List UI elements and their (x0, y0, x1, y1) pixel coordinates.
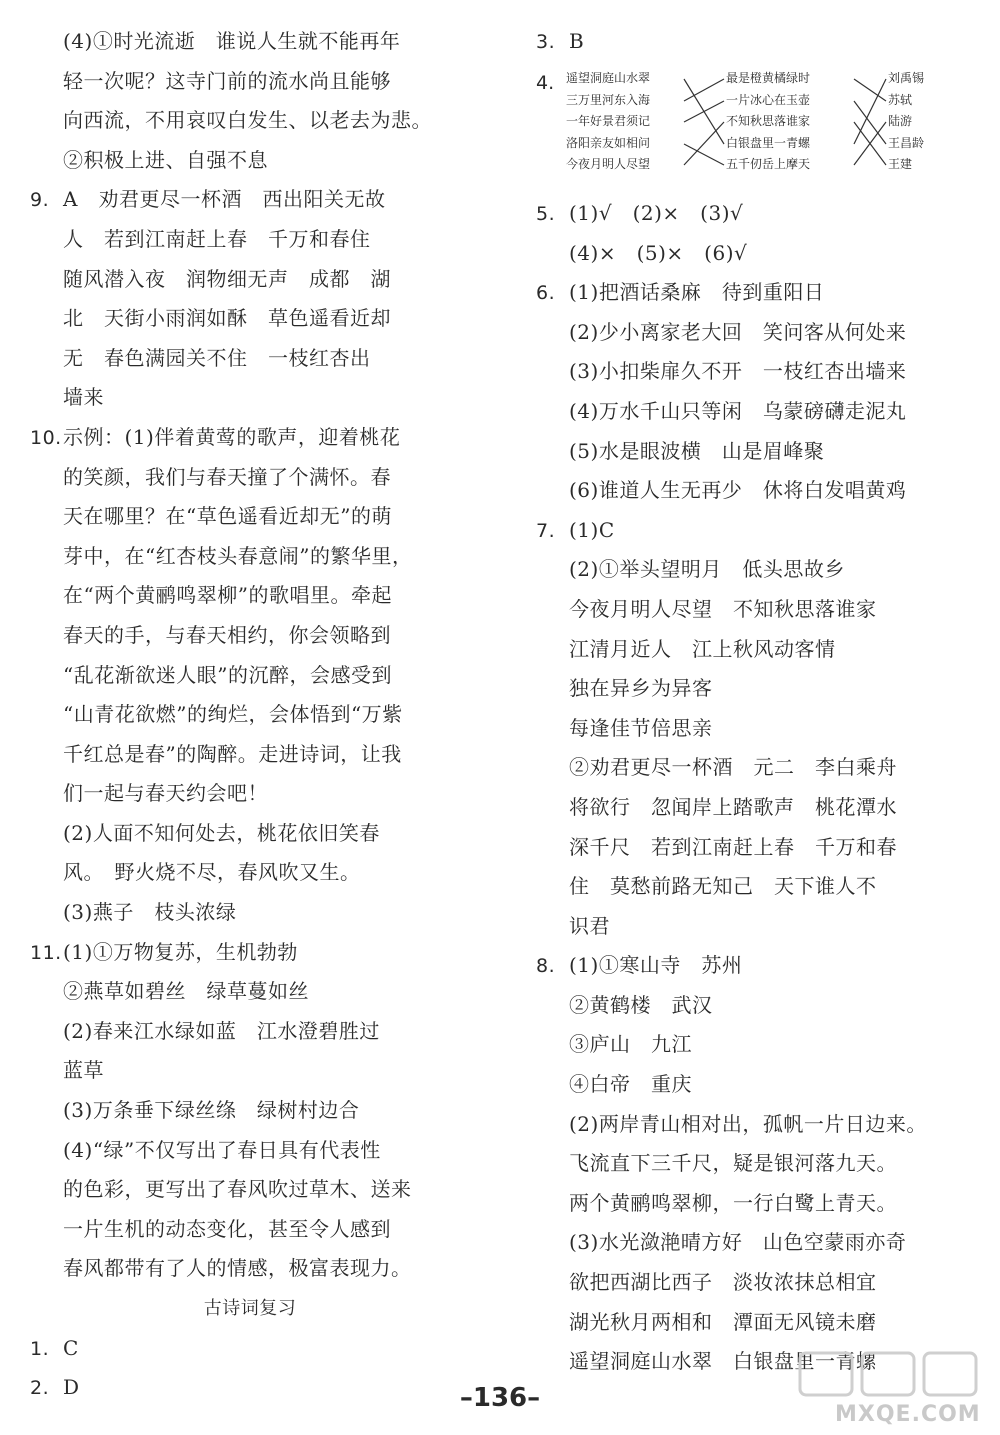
matching-item: 遥望洞庭山水翠 (566, 71, 651, 85)
question-number: 3. (536, 31, 556, 53)
answer-text: (4)× (5)× (6)√ (569, 240, 748, 265)
answer-text: ②劝君更尽一杯酒 元二 李白乘舟 (569, 755, 897, 780)
connector-line (684, 101, 724, 122)
answer-text: 向西流，不用哀叹白发生、以老去为悲。 (63, 108, 432, 133)
answer-line (30, 1249, 470, 1289)
answer-text: B (569, 29, 585, 53)
matching-item: 白银盘里一青螺 (726, 135, 811, 150)
answer-text: 风。 野火烧不尽，春风吹又生。 (63, 860, 361, 885)
answer-text: C (63, 1335, 79, 1360)
answer-line (536, 828, 976, 868)
answer-text: 们一起与春天约会吧！ (63, 781, 268, 806)
answer-line (536, 273, 976, 313)
answer-line (30, 576, 470, 616)
answer-line (536, 946, 976, 986)
answer-text: (2)人面不知何处去，桃花依旧笑春 (63, 820, 380, 845)
answer-text: 北 天街小雨润如酥 草色遥看近却 (63, 306, 391, 331)
answer-line (536, 471, 976, 511)
question-number: 2. (30, 1377, 50, 1400)
question-number: 11. (30, 941, 62, 964)
answer-text: ②燕草如碧丝 绿草蔓如丝 (63, 979, 309, 1004)
answer-text: 独在异乡为异客 (569, 676, 713, 701)
answer-line (536, 630, 976, 670)
answer-text: 每逢佳节倍思亲 (569, 715, 713, 740)
answer-line (30, 972, 470, 1012)
answer-line (536, 986, 976, 1026)
answer-text: ②黄鹤楼 武汉 (569, 992, 713, 1017)
matching-item: 一年好景君须记 (566, 114, 651, 128)
answer-line (30, 1051, 470, 1091)
connector-line (684, 79, 724, 101)
answer-line (30, 893, 470, 933)
matching-item: 洛阳亲友如相问 (566, 135, 651, 150)
answer-text: 将欲行 忽闻岸上踏歌声 桃花潭水 (569, 794, 897, 819)
answer-line (30, 1012, 470, 1052)
answer-text: 住 莫愁前路无知己 天下谁人不 (569, 874, 877, 899)
matching-item: 不知秋思落谁家 (726, 114, 811, 128)
answer-line (536, 1184, 976, 1224)
answer-text: 无 春色满园关不住 一枝红杏出 (63, 345, 371, 370)
answer-text: (3)水光潋滟晴方好 山色空蒙雨亦奇 (569, 1230, 907, 1255)
answer-line (536, 432, 976, 472)
answer-text: 人 若到江南赶上春 千万和春住 (63, 226, 371, 251)
question-number: 6. (536, 282, 556, 305)
right-column-lines (536, 194, 976, 1382)
answer-line (536, 1144, 976, 1184)
answer-text: (1)把酒话桑麻 待到重阳日 (569, 280, 825, 305)
matching-connector-lines (536, 64, 976, 188)
answer-line (30, 299, 470, 339)
answer-line (30, 735, 470, 775)
question-number: 1. (30, 1337, 50, 1360)
matching-item: 最是橙黄橘绿时 (726, 71, 811, 85)
answer-line (30, 774, 470, 814)
answer-text: (1)C (569, 517, 615, 542)
connector-line (684, 122, 724, 165)
question-number: 9. (30, 189, 50, 212)
matching-item: 刘禹锡 (888, 71, 925, 85)
answer-line (30, 418, 470, 458)
answer-line (536, 194, 976, 234)
matching-item: 陆游 (888, 114, 913, 128)
answer-line (30, 260, 470, 300)
answer-line (536, 788, 976, 828)
answer-line (30, 537, 470, 577)
answer-line (30, 1131, 470, 1171)
matching-item: 王建 (888, 157, 913, 171)
answer-text: (2)少小离家老大回 笑问客从何处来 (569, 319, 907, 344)
answer-line (30, 180, 470, 220)
answer-text: 春天的手，与春天相约，你会领略到 (63, 622, 391, 647)
answer-line (536, 709, 976, 749)
answer-line (30, 497, 470, 537)
matching-item: 三万里河东入海 (566, 92, 651, 107)
answer-text: (2)①举头望明月 低头思故乡 (569, 557, 845, 582)
answer-text: 随风潜入夜 润物细无声 成都 湖 (63, 266, 391, 291)
question-number: 4. (536, 72, 555, 94)
answer-line (536, 1263, 976, 1303)
answer-text: 识君 (569, 913, 610, 938)
answer-text: (5)水是眼波横 山是眉峰聚 (569, 438, 825, 463)
answer-line (536, 392, 976, 432)
connector-line (854, 79, 886, 144)
answer-text: (3)小扣柴扉久不开 一枝红杏出墙来 (569, 359, 907, 384)
watermark-text: MXQE.COM (835, 1402, 981, 1427)
answer-text: (2)春来江水绿如蓝 江水澄碧胜过 (63, 1018, 380, 1043)
answer-text: 芽中，在“红杏枝头春意闹”的繁华里， (63, 543, 413, 568)
answer-line (536, 313, 976, 353)
answer-line (536, 1065, 976, 1105)
answer-text: 的色彩，更写出了春风吹过草木、送来 (63, 1177, 412, 1202)
answer-line (536, 669, 976, 709)
answer-text: 深千尺 若到江南赶上春 千万和春 (569, 834, 897, 859)
answer-text: (3)燕子 枝头浓绿 (63, 900, 237, 925)
answer-text: 湖光秋月两相和 潭面无风镜未磨 (569, 1309, 877, 1334)
question-number: 7. (536, 519, 556, 542)
matching-item: 王昌龄 (888, 135, 925, 150)
section-title: 古诗词复习 (203, 1298, 297, 1319)
answer-text: (4)①时光流逝 谁说人生就不能再年 (63, 29, 401, 53)
answer-text: 天在哪里？在“草色遥看近却无”的萌 (63, 504, 392, 529)
answer-text: (2)两岸青山相对出，孤帆一片日边来。 (569, 1111, 927, 1136)
answer-text: 一片生机的动态变化，甚至令人感到 (63, 1216, 391, 1241)
answer-text: (1)√ (2)× (3)√ (569, 201, 744, 225)
answer-text: “山青花欲燃”的绚烂，会体悟到“万紫 (63, 702, 403, 727)
answer-text: ④白帝 重庆 (569, 1072, 692, 1097)
answer-text: 春风都带有了人的情感，极富表现力。 (63, 1256, 412, 1281)
answer-text: 千红总是春”的陶醉。走进诗词，让我 (63, 741, 402, 766)
matching-item: 五千仞岳上摩天 (726, 157, 811, 171)
answer-line (30, 141, 470, 181)
answer-text: D (63, 1375, 80, 1400)
answer-text: 在“两个黄鹂鸣翠柳”的歌唱里。牵起 (63, 583, 392, 608)
answer-line (30, 220, 470, 260)
answer-line (30, 853, 470, 893)
answer-line (536, 1025, 976, 1065)
answer-line (30, 933, 470, 973)
answer-line (30, 458, 470, 498)
answer-line (30, 378, 470, 418)
answer-line (30, 656, 470, 696)
answer-line (536, 1105, 976, 1145)
answer-text: 的笑颜，我们与春天撞了个满怀。春 (63, 464, 391, 489)
answer-line (536, 907, 976, 947)
answer-line (30, 695, 470, 735)
answer-text: 墙来 (63, 385, 104, 410)
answer-line (536, 352, 976, 392)
answer-text: 欲把西湖比西子 淡妆浓抹总相宜 (569, 1270, 877, 1295)
right-column (536, 22, 976, 62)
answer-line (30, 1170, 470, 1210)
question-number: 5. (536, 203, 556, 225)
answer-line (536, 1223, 976, 1263)
answer-text: (1)①寒山寺 苏州 (569, 953, 743, 978)
answer-text: (3)万条垂下绿丝绦 绿树村边合 (63, 1098, 360, 1123)
matching-item: 一片冰心在玉壶 (726, 92, 811, 107)
page-number: –136– (459, 1383, 541, 1413)
answer-line (30, 1329, 470, 1369)
left-column (30, 22, 470, 1408)
answer-text: “乱花渐欲迷人眼”的沉醉，会感受到 (63, 662, 392, 687)
question-number: 8. (536, 955, 556, 978)
question-number: 10. (30, 426, 62, 449)
answer-line (536, 22, 976, 62)
answer-line (536, 590, 976, 630)
answer-text: 轻一次呢？这寺门前的流水尚且能够 (63, 68, 391, 93)
answer-line (536, 511, 976, 551)
answer-text: 两个黄鹂鸣翠柳，一行白鹭上青天。 (569, 1190, 897, 1215)
answer-text: 示例：(1)伴着黄莺的歌声，迎着桃花 (63, 424, 401, 449)
answer-line (30, 1210, 470, 1250)
answer-text: (4)万水千山只等闲 乌蒙磅礴走泥丸 (569, 398, 907, 423)
matching-item: 苏轼 (888, 92, 913, 107)
connector-line (854, 101, 886, 144)
answer-text: (6)谁道人生无再少 休将白发唱黄鸡 (569, 478, 907, 503)
answer-line (30, 62, 470, 102)
answer-text: ③庐山 九江 (569, 1032, 692, 1057)
answer-line (30, 101, 470, 141)
answer-line (30, 616, 470, 656)
answer-line (30, 22, 470, 62)
matching-item: 今夜月明人尽望 (566, 157, 651, 171)
answer-line (536, 1303, 976, 1343)
connector-line (684, 144, 724, 165)
answer-line (536, 550, 976, 590)
answer-text: (1)①万物复苏，生机勃勃 (63, 939, 298, 964)
answer-line (30, 339, 470, 379)
answer-text: 江清月近人 江上秋风动客情 (569, 636, 836, 661)
answer-line (536, 867, 976, 907)
answer-text: ②积极上进、自强不息 (63, 147, 268, 172)
answer-line (30, 814, 470, 854)
answer-text: 今夜月明人尽望 不知秋思落谁家 (569, 596, 877, 621)
answer-line (536, 748, 976, 788)
answer-text: 遥望洞庭山水翠 白银盘里一青螺 (569, 1349, 877, 1374)
answer-text: 飞流直下三千尺，疑是银河落九天。 (569, 1151, 897, 1176)
matching-exercise (536, 64, 976, 188)
answer-text: (4)“绿”不仅写出了春日具有代表性 (63, 1137, 381, 1162)
answer-line (536, 234, 976, 274)
answer-text: 蓝草 (63, 1058, 104, 1083)
answer-line (30, 1091, 470, 1131)
answer-text: A 劝君更尽一杯酒 西出阳关无故 (63, 187, 386, 212)
